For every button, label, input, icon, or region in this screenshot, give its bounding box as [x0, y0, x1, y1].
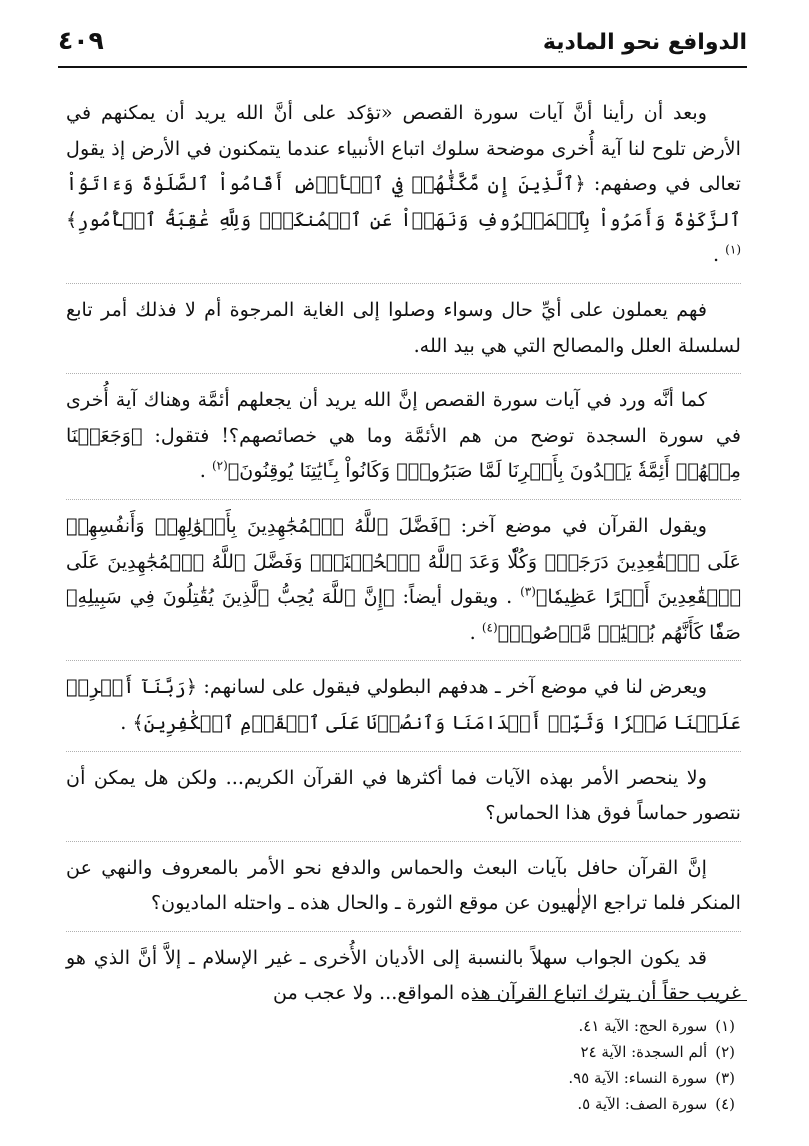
footnote-ref: (٤) — [481, 620, 498, 635]
paragraph-4: ويقول القرآن في موضع آخر: ﴿فَضَّلَ ٱللَّهُ ٱلۡمُجَٰهِدِينَ بِأَمۡوَٰلِهِمۡ وَأَنفُسِهِمۡ عَلَى ٱلۡقَٰعِدِينَ دَرَجَةٗۚ وَكُلّٗا وَعَدَ ٱللَّهُ ٱلۡحُسۡنَىٰۚ وَفَضَّلَ ٱللَّهُ ٱلۡمُجَٰهِدِينَ عَلَى ٱلۡقَٰعِدِينَ أَجۡرًا عَظِيمٗا﴾$^{(٣)}$ . ويقول أيضاً: ﴿إِنَّ ٱللَّهَ يُحِبُّ ٱلَّذِينَ يُقَٰتِلُونَ فِي سَبِيلِهِۦ صَفّٗا كَأَنَّهُم بُنۡيَٰنٞ مَّرۡصُوصٞ﴾$^{(٤)}$ . — [66, 499, 741, 660]
footnotes — [300, 1013, 735, 1117]
quran-verse: ﴿إِنَّ ٱللَّهَ يُحِبُّ ٱلَّذِينَ يُقَٰتِلُونَ فِي سَبِيلِهِۦ صَفّٗا كَأَنَّهُم بُنۡيَٰنٞ مَّرۡصُوصٞ﴾ — [66, 585, 741, 644]
page-number: ٤٠٩ — [58, 26, 104, 55]
quran-verse: ﴿فَضَّلَ ٱللَّهُ ٱلۡمُجَٰهِدِينَ بِأَمۡوَٰلِهِمۡ وَأَنفُسِهِمۡ عَلَى ٱلۡقَٰعِدِينَ دَرَجَةٗۚ وَكُلّٗا وَعَدَ ٱللَّهُ ٱلۡحُسۡنَىٰۚ وَفَضَّلَ ٱللَّهُ ٱلۡمُجَٰهِدِينَ عَلَى ٱلۡقَٰعِدِينَ أَجۡرًا عَظِيمٗا﴾ — [66, 513, 742, 609]
paragraph-6: ولا ينحصر الأمر بهذه الآيات فما أكثرها في القرآن الكريم... ولكن هل يمكن أن نتصور حماساً فوق هذا الحماس؟ — [66, 751, 741, 841]
running-header — [58, 26, 747, 68]
paragraph-1: وبعد أن رأينا أنَّ آيات سورة القصص «تؤكد على أنَّ الله يريد أن يمكنهم في الأرض تلوح لنا آية أُخرى موضحة سلوك اتباع الأنبياء عندما يتمكنون في الأرض إذ يقول تعالى في وصفهم: ﴿ٱلَّذِينَ إِن مَّكَّنَّٰهُمۡ فِي ٱلۡأَرۡضِ أَقَامُواْ ٱلصَّلَوٰةَ وَءَاتَوُاْ ٱلزَّكَوٰةَ وَأَمَرُواْ بِٱلۡمَعۡرُوفِ وَنَهَوۡاْ عَنِ ٱلۡمُنكَرِۗ وَلِلَّهِ عَٰقِبَةُ ٱلۡأُمُورِ﴾$^{(١)}$ . — [66, 101, 741, 267]
paragraph-5: ويعرض لنا في موضع آخر ـ هدفهم البطولي فيقول على لسانهم: ﴿رَبَّنَآ أَفۡرِغۡ عَلَيۡنَا صَبۡرٗا وَثَبِّتۡ أَقۡدَامَنَا وَٱنصُرۡنَا عَلَى ٱلۡقَوۡمِ ٱلۡكَٰفِرِينَ﴾ . — [66, 660, 741, 750]
quran-verse: ﴿وَجَعَلۡنَا مِنۡهُمۡ أَئِمَّةٗ يَهۡدُونَ بِأَمۡرِنَا لَمَّا صَبَرُواْۖ وَكَانُواْ بِـَٔايَٰتِنَا يُوقِنُونَ﴾ — [66, 423, 741, 483]
quran-verse: ﴿رَبَّنَآ أَفۡرِغۡ عَلَيۡنَا صَبۡرٗا وَثَبِّتۡ أَقۡدَامَنَا وَٱنصُرۡنَا عَلَى ٱلۡقَوۡمِ ٱلۡكَٰفِرِينَ﴾ — [66, 675, 741, 734]
paragraph-3: كما أنَّه ورد في آيات سورة القصص إنَّ الله يريد أن يجعلهم أئمَّة وهناك آية أُخرى في سورة السجدة توضح من هم الأئمَّة وما هي خصائصهم؟! فتقول: ﴿وَجَعَلۡنَا مِنۡهُمۡ أَئِمَّةٗ يَهۡدُونَ بِأَمۡرِنَا لَمَّا صَبَرُواْۖ وَكَانُواْ بِـَٔايَٰتِنَا يُوقِنُونَ﴾$^{(٢)}$ . — [66, 373, 741, 499]
footnote-3: (٣)سورة النساء: الآية ٩٥. — [568, 1069, 735, 1087]
footnote-divider — [472, 1000, 747, 1001]
footnote-1: (١)سورة الحج: الآية ٤١. — [578, 1017, 735, 1035]
footnote-2: (٢)ألم السجدة: الآية ٢٤ — [580, 1043, 735, 1061]
footnote-ref: (١) — [725, 242, 741, 257]
footnote-4: (٤)سورة الصف: الآية ٥. — [577, 1095, 735, 1113]
chapter-title: الدوافع نحو المادية — [542, 30, 747, 55]
quran-verse: ﴿ٱلَّذِينَ إِن مَّكَّنَّٰهُمۡ فِي ٱلۡأَرۡضِ أَقَامُواْ ٱلصَّلَوٰةَ وَءَاتَوُاْ ٱلزَّكَوٰةَ وَأَمَرُواْ بِٱلۡمَعۡرُوفِ وَنَهَوۡاْ عَنِ ٱلۡمُنكَرِۗ وَلِلَّهِ عَٰقِبَةُ ٱلۡأُمُورِ﴾ — [66, 172, 741, 231]
footnote-ref: (٣) — [520, 584, 536, 599]
paragraph-8: قد يكون الجواب سهلاً بالنسبة إلى الأديان الأُخرى ـ غير الإسلام ـ إلاَّ أنَّ الذي هو غريب حقاً أن يترك اتباع القرآن هذه المواقع... ولا عجب من — [66, 931, 741, 1021]
footnote-ref: (٢) — [211, 458, 228, 473]
body-text — [66, 95, 741, 1021]
paragraph-7: إنَّ القرآن حافل بآيات البعث والحماس والدفع نحو الأمر بالمعروف والنهي عن المنكر فلما تراجع الإلٰهيون عن موقع الثورة ـ والحال هذه ـ واحتله الماديون؟ — [66, 841, 741, 931]
paragraph-2: فهم يعملون على أيِّ حال وسواء وصلوا إلى الغاية المرجوة أم لا فذلك أمر تابع لسلسلة العلل والمصالح التي هي بيد الله. — [66, 283, 741, 373]
